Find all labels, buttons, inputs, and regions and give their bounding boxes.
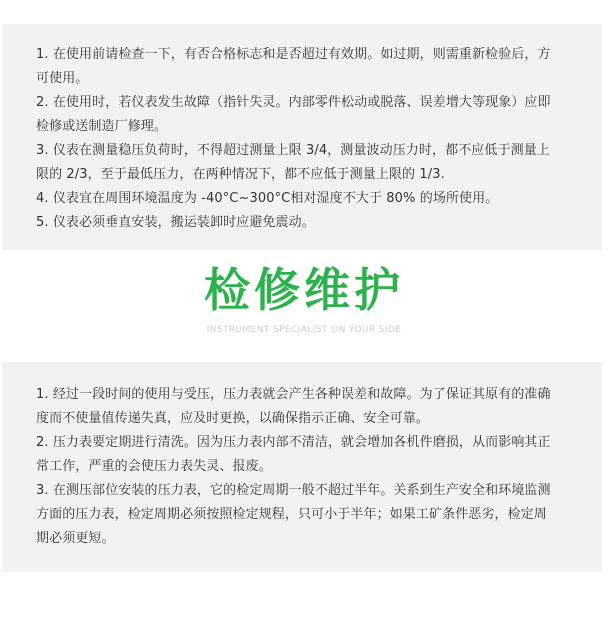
section-title: 检修维护 — [204, 263, 404, 317]
maintenance-note-line: 3. 在测压部位安装的压力表，它的检定周期一般不超过半年。关系到生产安全和环境监测 — [36, 483, 551, 498]
usage-note-line: 可使用。 — [36, 71, 89, 86]
usage-note-line: 检修或送制造厂修理。 — [36, 119, 168, 134]
usage-notes-panel — [2, 24, 602, 250]
maintenance-note-line: 度而不使量值传递失真，应及时更换，以确保指示正确、安全可靠。 — [36, 411, 430, 426]
maintenance-notes-panel — [2, 362, 602, 572]
usage-note-line: 限的 2/3，至于最低压力，在两种情况下，都不应低于测量上限的 1/3. — [36, 167, 445, 182]
maintenance-note-line: 2. 压力表要定期进行清洗。因为压力表内部不清洁，就会增加各机件磨损，从而影响其正 — [36, 435, 551, 450]
maintenance-note-line: 期必须更短。 — [36, 531, 115, 546]
usage-note-line: 2. 在使用时，若仪表发生故障（指针失灵。内部零件松动或脱落、误差增大等现象）应即 — [36, 95, 551, 110]
usage-note-line: 1. 在使用前请检查一下，有否合格标志和是否超过有效期。如过期，则需重新检验后，方 — [36, 47, 551, 62]
usage-note-line: 5. 仪表必须垂直安装，搬运装卸时应避免震动。 — [36, 215, 315, 230]
section-subtitle: INSTRUMENT SPECIALIST ON YOUR SIDE — [206, 325, 402, 335]
maintenance-note-line: 方面的压力表，检定周期必须按照检定规程，只可小于半年；如果工矿条件恶劣，检定周 — [36, 507, 547, 522]
maintenance-note-line: 常工作，严重的会使压力表失灵、报废。 — [36, 459, 272, 474]
usage-note-line: 4. 仪表宜在周围环境温度为 -40°C~300°C相对湿度不大于 80% 的场所使用。 — [36, 191, 499, 206]
usage-note-line: 3. 仪表在测量稳压负荷时，不得超过测量上限 3/4，测量波动压力时，都不应低于测量上 — [36, 143, 550, 158]
maintenance-note-line: 1. 经过一段时间的使用与受压，压力表就会产生各种误差和故障。为了保证其原有的准确 — [36, 387, 551, 402]
section-heading — [0, 258, 608, 344]
